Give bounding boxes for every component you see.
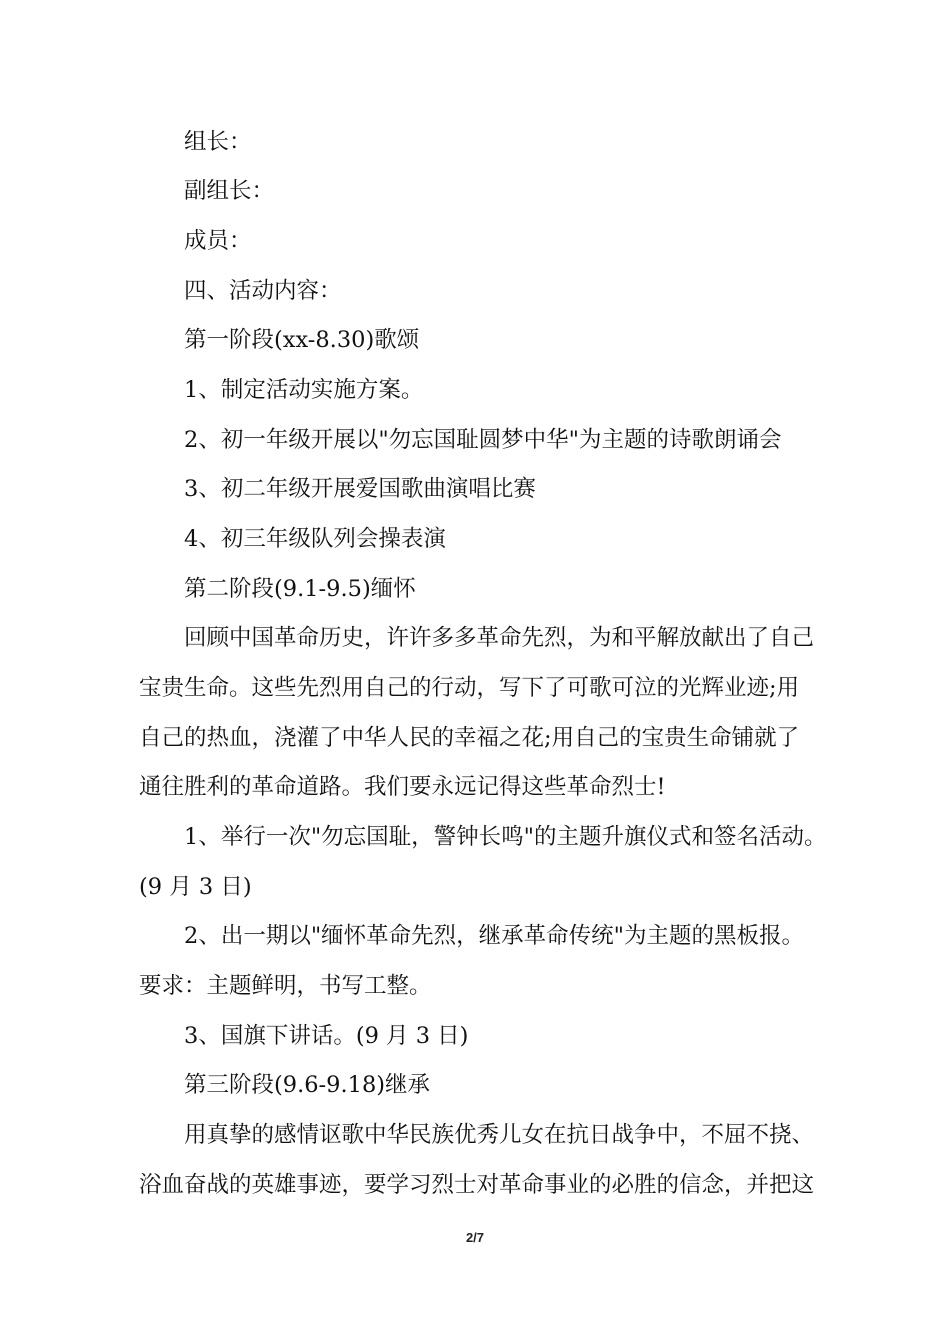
paragraph-line: 通往胜利的革命道路。我们要永远记得这些革命烈士! xyxy=(139,774,666,800)
stage-one-item-2: 2、初一年级开展以"勿忘国耻圆梦中华"为主题的诗歌朗诵会 xyxy=(184,427,782,453)
stage-two-item-1-date: (9 月 3 日) xyxy=(139,874,252,900)
stage-two-item-2-requirement: 要求：主题鲜明，书写工整。 xyxy=(139,973,432,999)
paragraph-line: 宝贵生命。这些先烈用自己的行动，写下了可歌可泣的光辉业迹;用 xyxy=(139,675,800,701)
text-line-deputy-leader: 副组长： xyxy=(184,178,275,204)
stage-two-heading: 第二阶段(9.1-9.5)缅怀 xyxy=(184,576,416,602)
stage-one-item-4: 4、初三年级队列会操表演 xyxy=(184,526,446,552)
text-line-leader: 组长： xyxy=(184,129,252,155)
page-number: 2/7 xyxy=(465,1230,485,1245)
stage-two-item-2: 2、出一期以"缅怀革命先烈，继承革命传统"为主题的黑板报。 xyxy=(184,923,805,949)
stage-one-item-1: 1、制定活动实施方案。 xyxy=(184,377,424,403)
stage-one-heading: 第一阶段(xx-8.30)歌颂 xyxy=(184,327,420,353)
paragraph-line: 浴血奋战的英雄事迹，要学习烈士对革命事业的必胜的信念，并把这 xyxy=(139,1172,815,1198)
paragraph-line: 回顾中国革命历史，许许多多革命先烈，为和平解放献出了自己 xyxy=(184,625,815,651)
paragraph-line: 用真挚的感情讴歌中华民族优秀儿女在抗日战争中，不屈不挠、 xyxy=(184,1122,815,1148)
paragraph-line: 自己的热血，浇灌了中华人民的幸福之花;用自己的宝贵生命铺就了 xyxy=(139,725,800,751)
section-heading-activities: 四、活动内容： xyxy=(184,278,342,304)
stage-two-item-3: 3、国旗下讲话。(9 月 3 日) xyxy=(184,1023,469,1049)
stage-three-heading: 第三阶段(9.6-9.18)继承 xyxy=(184,1072,431,1098)
text-line-members: 成员： xyxy=(184,228,252,254)
stage-two-item-1: 1、举行一次"勿忘国耻，警钟长鸣"的主题升旗仪式和签名活动。 xyxy=(184,824,827,850)
stage-one-item-3: 3、初二年级开展爱国歌曲演唱比赛 xyxy=(184,476,536,502)
